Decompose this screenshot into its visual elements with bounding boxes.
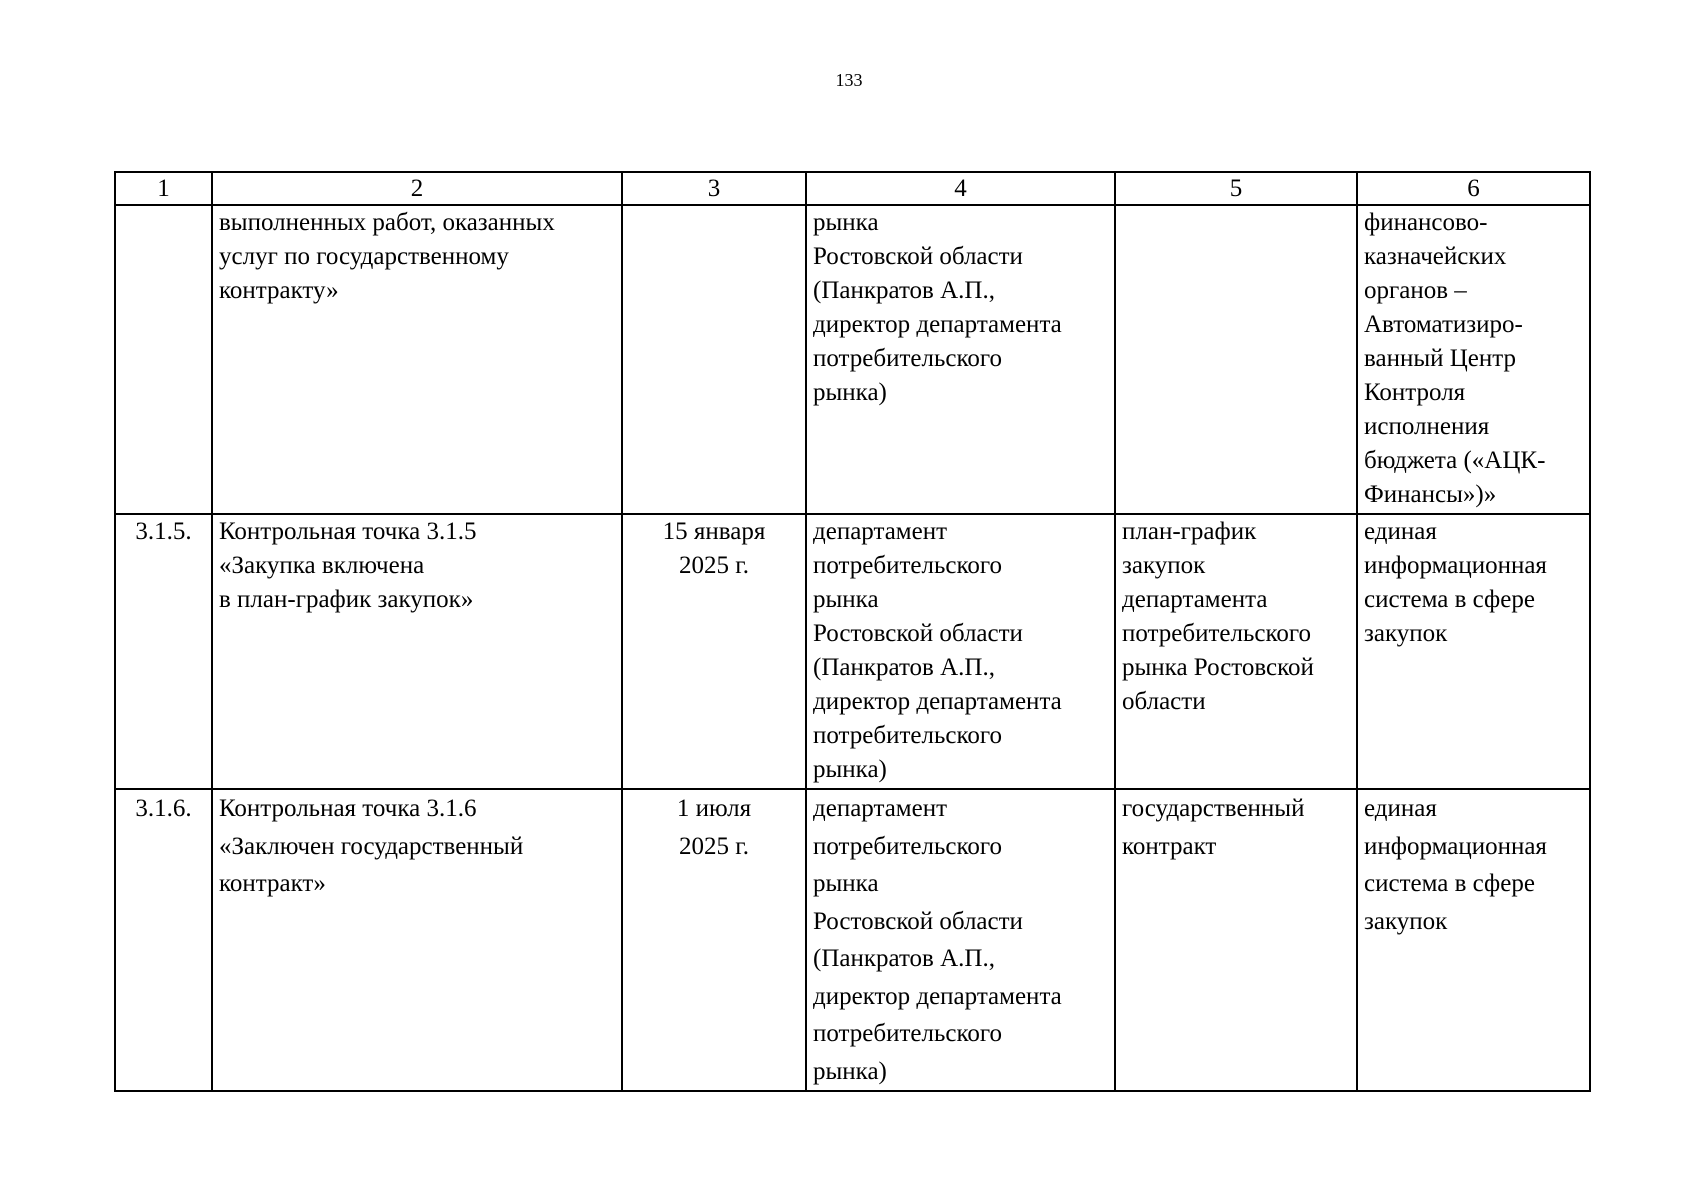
page-number: 133 (835, 70, 863, 90)
table-row (115, 789, 1590, 1091)
table-row (115, 205, 1590, 514)
column-number: 6 (1357, 172, 1590, 205)
deadline-cell (622, 205, 806, 514)
row-number-cell: 3.1.5. (115, 514, 212, 789)
row-number-cell: 3.1.6. (115, 789, 212, 1091)
column-number: 1 (115, 172, 212, 205)
responsible-cell: рынка Ростовской области (Панкратов А.П., директор департамента потребительского рынка) (806, 205, 1115, 514)
responsible-cell: департамент потребительского рынка Ростовской области (Панкратов А.П., директор департамента потребительского рынка) (806, 789, 1115, 1091)
document-cell (1115, 205, 1357, 514)
control-points-table (114, 171, 1591, 1092)
document-cell: государственный контракт (1115, 789, 1357, 1091)
column-number-row (115, 172, 1590, 205)
row-number-cell (115, 205, 212, 514)
column-number: 2 (212, 172, 622, 205)
information-system-cell: финансово- казначейских органов – Автоматизиро- ванный Центр Контроля исполнения бюджета («АЦК- Финансы»)» (1357, 205, 1590, 514)
event-name-cell: выполненных работ, оказанных услуг по государственному контракту» (212, 205, 622, 514)
document-cell: план-график закупок департамента потребительского рынка Ростовской области (1115, 514, 1357, 789)
deadline-cell: 1 июля 2025 г. (622, 789, 806, 1091)
event-name-cell: Контрольная точка 3.1.5 «Закупка включена в план-график закупок» (212, 514, 622, 789)
table-row (115, 514, 1590, 789)
information-system-cell: единая информационная система в сфере закупок (1357, 789, 1590, 1091)
column-number: 5 (1115, 172, 1357, 205)
column-number: 4 (806, 172, 1115, 205)
column-number: 3 (622, 172, 806, 205)
information-system-cell: единая информационная система в сфере закупок (1357, 514, 1590, 789)
deadline-cell: 15 января 2025 г. (622, 514, 806, 789)
responsible-cell: департамент потребительского рынка Ростовской области (Панкратов А.П., директор департамента потребительского рынка) (806, 514, 1115, 789)
event-name-cell: Контрольная точка 3.1.6 «Заключен государственный контракт» (212, 789, 622, 1091)
